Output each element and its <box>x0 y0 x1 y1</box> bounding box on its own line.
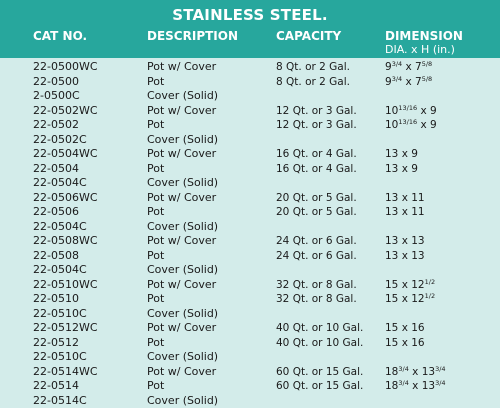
cell-dimension: 15 x 16 <box>385 321 425 336</box>
cell-capacity: 16 Qt. or 4 Gal. <box>276 162 357 177</box>
cell-description: Cover (Solid) <box>147 307 218 322</box>
cell-cat-no: 22-0504C <box>33 220 87 235</box>
cell-description: Cover (Solid) <box>147 350 218 365</box>
cell-description: Pot <box>147 162 164 177</box>
table-row <box>0 336 500 351</box>
cell-capacity: 20 Qt. or 5 Gal. <box>276 191 357 206</box>
table-row <box>0 176 500 191</box>
table-row <box>0 60 500 75</box>
cell-description: Pot w/ Cover <box>147 147 216 162</box>
cell-dimension: 13 x 11 <box>385 191 425 206</box>
table-title: STAINLESS STEEL. <box>0 6 500 24</box>
table-header <box>0 0 500 58</box>
cell-cat-no: 22-0502WC <box>33 104 98 119</box>
cell-capacity: 12 Qt. or 3 Gal. <box>276 118 357 133</box>
table-row <box>0 307 500 322</box>
cell-cat-no: 22-0502 <box>33 118 79 133</box>
cell-capacity: 32 Qt. or 8 Gal. <box>276 278 357 293</box>
cell-description: Pot <box>147 292 164 307</box>
cell-cat-no: 22-0508 <box>33 249 79 264</box>
table-row <box>0 133 500 148</box>
cell-cat-no: 22-0504 <box>33 162 79 177</box>
table-row <box>0 234 500 249</box>
cell-dimension: $10^{13/16}$ x 9 <box>385 104 437 119</box>
table-row <box>0 249 500 264</box>
cell-dimension: 15 x $12^{1/2}$ <box>385 292 435 307</box>
cell-description: Cover (Solid) <box>147 89 218 104</box>
cell-cat-no: 22-0512WC <box>33 321 98 336</box>
table-row <box>0 321 500 336</box>
cell-capacity: 12 Qt. or 3 Gal. <box>276 104 357 119</box>
cell-description: Cover (Solid) <box>147 394 218 408</box>
cell-dimension: $18^{3/4}$ x $13^{3/4}$ <box>385 365 446 380</box>
col-header-cat-no: CAT NO. <box>33 29 87 43</box>
table-row <box>0 292 500 307</box>
cell-cat-no: 22-0510C <box>33 350 87 365</box>
cell-description: Pot w/ Cover <box>147 60 216 75</box>
cell-description: Pot <box>147 118 164 133</box>
table-row <box>0 147 500 162</box>
cell-description: Cover (Solid) <box>147 263 218 278</box>
cell-description: Pot <box>147 379 164 394</box>
cell-description: Pot w/ Cover <box>147 104 216 119</box>
cell-cat-no: 22-0500WC <box>33 60 98 75</box>
cell-description: Pot w/ Cover <box>147 278 216 293</box>
table-body <box>0 60 500 408</box>
cell-capacity: 40 Qt. or 10 Gal. <box>276 321 363 336</box>
col-header-dimension: DIMENSION <box>385 29 463 43</box>
cell-dimension: 13 x 13 <box>385 249 425 264</box>
cell-cat-no: 22-0510 <box>33 292 79 307</box>
cell-capacity: 8 Qt. or 2 Gal. <box>276 75 350 90</box>
cell-capacity: 8 Qt. or 2 Gal. <box>276 60 350 75</box>
cell-capacity: 20 Qt. or 5 Gal. <box>276 205 357 220</box>
table-row <box>0 104 500 119</box>
cell-cat-no: 22-0510C <box>33 307 87 322</box>
cell-description: Pot w/ Cover <box>147 365 216 380</box>
table-row <box>0 205 500 220</box>
table-row <box>0 162 500 177</box>
table-row <box>0 191 500 206</box>
cell-dimension: $18^{3/4}$ x $13^{3/4}$ <box>385 379 446 394</box>
cell-cat-no: 22-0504WC <box>33 147 98 162</box>
table-row <box>0 220 500 235</box>
cell-description: Pot w/ Cover <box>147 191 216 206</box>
cell-description: Pot <box>147 249 164 264</box>
table-row <box>0 89 500 104</box>
col-header-description: DESCRIPTION <box>147 29 238 43</box>
cell-description: Pot <box>147 205 164 220</box>
cell-cat-no: 22-0504C <box>33 263 87 278</box>
cell-cat-no: 22-0510WC <box>33 278 98 293</box>
cell-dimension: 15 x 16 <box>385 336 425 351</box>
cell-description: Pot <box>147 336 164 351</box>
table-row <box>0 118 500 133</box>
table-row <box>0 75 500 90</box>
cell-cat-no: 2-0500C <box>33 89 80 104</box>
cell-capacity: 60 Qt. or 15 Gal. <box>276 379 363 394</box>
cell-cat-no: 22-0500 <box>33 75 79 90</box>
cell-capacity: 16 Qt. or 4 Gal. <box>276 147 357 162</box>
cell-cat-no: 22-0514 <box>33 379 79 394</box>
cell-cat-no: 22-0502C <box>33 133 87 148</box>
cell-cat-no: 22-0514C <box>33 394 87 408</box>
cell-dimension: $10^{13/16}$ x 9 <box>385 118 437 133</box>
cell-capacity: 24 Qt. or 6 Gal. <box>276 249 357 264</box>
cell-description: Pot <box>147 75 164 90</box>
table-row <box>0 350 500 365</box>
table-row <box>0 365 500 380</box>
cell-cat-no: 22-0506 <box>33 205 79 220</box>
cell-cat-no: 22-0506WC <box>33 191 98 206</box>
cell-description: Pot w/ Cover <box>147 234 216 249</box>
cell-description: Cover (Solid) <box>147 220 218 235</box>
table-row <box>0 278 500 293</box>
cell-capacity: 24 Qt. or 6 Gal. <box>276 234 357 249</box>
cell-dimension: 13 x 13 <box>385 234 425 249</box>
cell-dimension: 13 x 11 <box>385 205 425 220</box>
cell-dimension: $9^{3/4}$ x $7^{5/8}$ <box>385 60 432 75</box>
cell-cat-no: 22-0508WC <box>33 234 98 249</box>
cell-cat-no: 22-0514WC <box>33 365 98 380</box>
cell-dimension: 13 x 9 <box>385 147 418 162</box>
cell-capacity: 60 Qt. or 15 Gal. <box>276 365 363 380</box>
cell-dimension: 15 x $12^{1/2}$ <box>385 278 435 293</box>
cell-dimension: 13 x 9 <box>385 162 418 177</box>
table-row <box>0 263 500 278</box>
table-row <box>0 394 500 408</box>
cell-description: Pot w/ Cover <box>147 321 216 336</box>
col-header-capacity: CAPACITY <box>276 29 341 43</box>
cell-description: Cover (Solid) <box>147 133 218 148</box>
cell-capacity: 32 Qt. or 8 Gal. <box>276 292 357 307</box>
cell-capacity: 40 Qt. or 10 Gal. <box>276 336 363 351</box>
cell-cat-no: 22-0504C <box>33 176 87 191</box>
table-row <box>0 379 500 394</box>
cell-description: Cover (Solid) <box>147 176 218 191</box>
cell-dimension: $9^{3/4}$ x $7^{5/8}$ <box>385 75 432 90</box>
cell-cat-no: 22-0512 <box>33 336 79 351</box>
col-header-dimension-sub: DIA. x H (in.) <box>385 43 455 56</box>
